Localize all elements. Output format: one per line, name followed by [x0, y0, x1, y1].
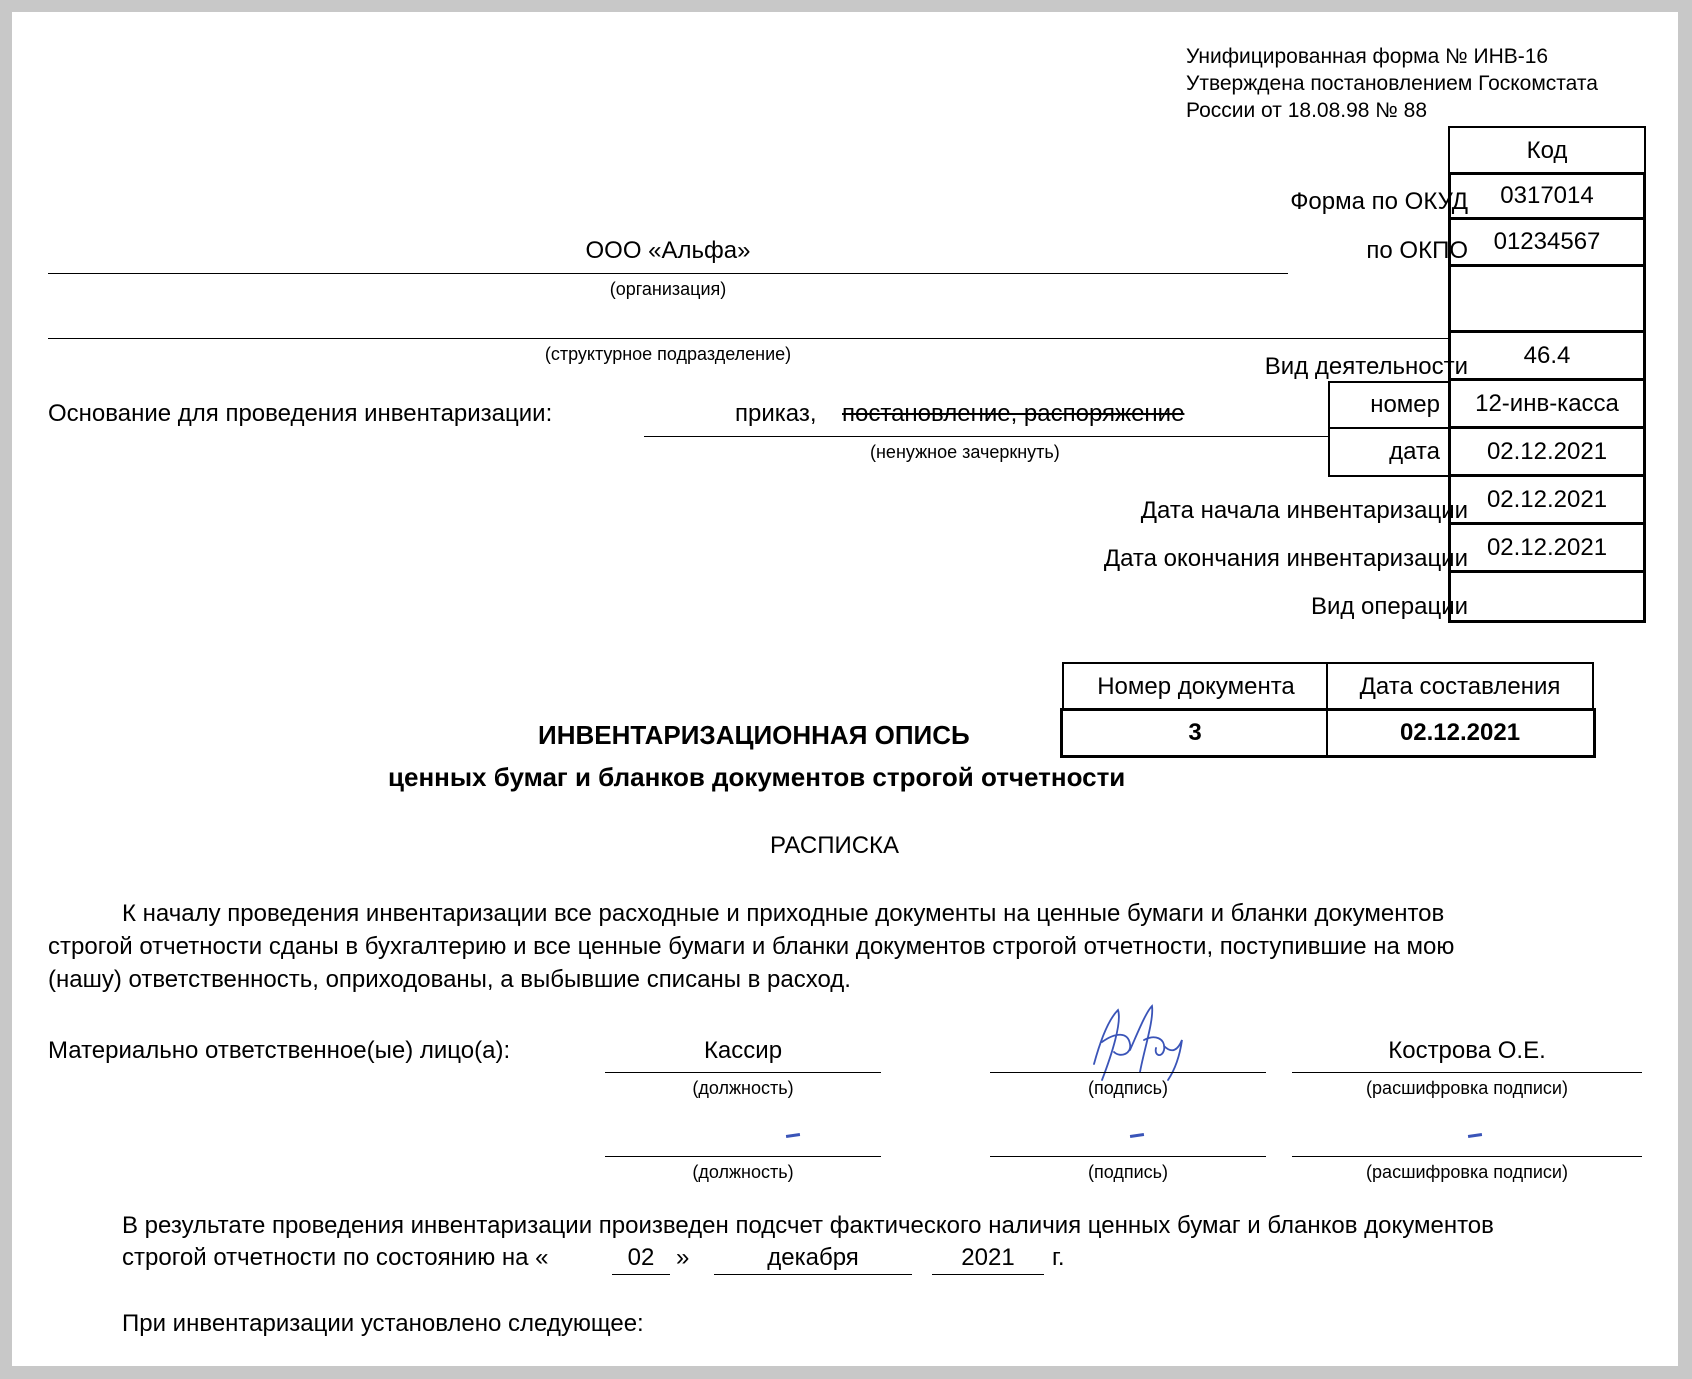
- start-date-label: Дата начала инвентаризации: [1140, 497, 1468, 524]
- signature-underline: [990, 1072, 1266, 1073]
- responsible-label: Материально ответственное(ые) лицо(а):: [48, 1037, 511, 1064]
- organization-name: ООО «Альфа»: [585, 237, 751, 264]
- activity-label: Вид деятельности: [1264, 353, 1468, 380]
- end-date-label: Дата окончания инвентаризации: [1103, 545, 1468, 572]
- responsible-name: Кострова О.Е.: [1388, 1037, 1546, 1064]
- end-date-value-cell: 02.12.2021: [1448, 525, 1646, 573]
- blank-dash-mark: [1130, 1133, 1144, 1138]
- responsible-position: Кассир: [703, 1037, 783, 1064]
- order-date-label-cell: дата: [1328, 427, 1450, 477]
- year-underline: [932, 1274, 1044, 1275]
- okpo-value-cell: 01234567: [1448, 219, 1646, 267]
- receipt-text-line2: строгой отчетности сданы в бухгалтерию и все ценные бумаги и бланки документов строгой отчетности, поступившие на мою: [48, 933, 1455, 960]
- doc-number-header: Номер документа: [1062, 662, 1328, 710]
- name-caption: (расшифровка подписи): [1366, 1078, 1568, 1098]
- order-date-value-cell: 02.12.2021: [1448, 429, 1646, 477]
- activity-value-cell: 46.4: [1448, 333, 1646, 381]
- result-month: декабря: [767, 1244, 859, 1271]
- okud-value-cell: 0317014: [1448, 172, 1646, 220]
- result-established: При инвентаризации установлено следующее:: [122, 1310, 644, 1337]
- operation-label: Вид операции: [1310, 593, 1468, 620]
- basis-caption: (ненужное зачеркнуть): [870, 442, 1060, 462]
- doc-date-value: 02.12.2021: [1326, 708, 1596, 758]
- okud-label: Форма по ОКУД: [1290, 188, 1468, 215]
- organization-caption: (организация): [609, 279, 727, 299]
- receipt-text-line3: (нашу) ответственность, оприходованы, а выбывшие списаны в расход.: [48, 966, 851, 993]
- day-underline: [612, 1274, 670, 1275]
- division-code-cell: [1448, 267, 1646, 333]
- result-text-line1: В результате проведения инвентаризации произведен подсчет фактического наличия ценных бумаг и бланков документов: [122, 1212, 1494, 1239]
- name-underline: [1292, 1072, 1642, 1073]
- basis-order: приказ,: [735, 400, 817, 427]
- order-number-label-cell: номер: [1328, 381, 1450, 429]
- basis-struck-options: постановление, распоряжение: [842, 400, 1185, 427]
- order-number-value-cell: 12-инв-касса: [1448, 381, 1646, 429]
- basis-label: Основание для проведения инвентаризации:: [48, 400, 553, 427]
- inventory-form-page: [12, 12, 1678, 1366]
- basis-underline: [644, 436, 1328, 437]
- code-header-cell: Код: [1448, 126, 1646, 174]
- organization-underline: [48, 273, 1288, 274]
- signature2-caption: (подпись): [1087, 1162, 1169, 1182]
- result-day: 02: [627, 1244, 655, 1271]
- signature-caption: (подпись): [1087, 1078, 1169, 1098]
- signature2-underline: [990, 1156, 1266, 1157]
- okpo-label: по ОКПО: [1366, 237, 1468, 264]
- position-caption: (должность): [692, 1078, 794, 1098]
- blank-dash-mark: [786, 1133, 800, 1138]
- month-underline: [714, 1274, 912, 1275]
- name2-caption: (расшифровка подписи): [1366, 1162, 1568, 1182]
- position-underline: [605, 1072, 881, 1073]
- receipt-title: РАСПИСКА: [770, 832, 900, 859]
- division-underline: [48, 338, 1448, 339]
- result-year-suffix: г.: [1052, 1244, 1065, 1271]
- document-title: ИНВЕНТАРИЗАЦИОННАЯ ОПИСЬ: [538, 720, 970, 750]
- result-text-line2: строгой отчетности по состоянию на «: [122, 1244, 549, 1271]
- receipt-text-line1: К началу проведения инвентаризации все расходные и приходные документы на ценные бумаги и бланки документов: [122, 900, 1445, 927]
- doc-date-header: Дата составления: [1326, 662, 1594, 710]
- position2-caption: (должность): [692, 1162, 794, 1182]
- approval-line: Утверждена постановлением Госкомстата: [1186, 72, 1598, 95]
- position2-underline: [605, 1156, 881, 1157]
- approval-date-line: России от 18.08.98 № 88: [1186, 99, 1428, 122]
- blank-dash-mark: [1468, 1133, 1482, 1138]
- operation-value-cell: [1448, 573, 1646, 623]
- doc-number-value: 3: [1060, 708, 1328, 758]
- form-code-line: Унифицированная форма № ИНВ-16: [1186, 45, 1549, 68]
- division-caption: (структурное подразделение): [544, 344, 792, 364]
- document-subtitle: ценных бумаг и бланков документов строгой отчетности: [388, 762, 1126, 792]
- result-year: 2021: [961, 1244, 1015, 1271]
- name2-underline: [1292, 1156, 1642, 1157]
- result-quote-close: »: [676, 1244, 690, 1271]
- start-date-value-cell: 02.12.2021: [1448, 477, 1646, 525]
